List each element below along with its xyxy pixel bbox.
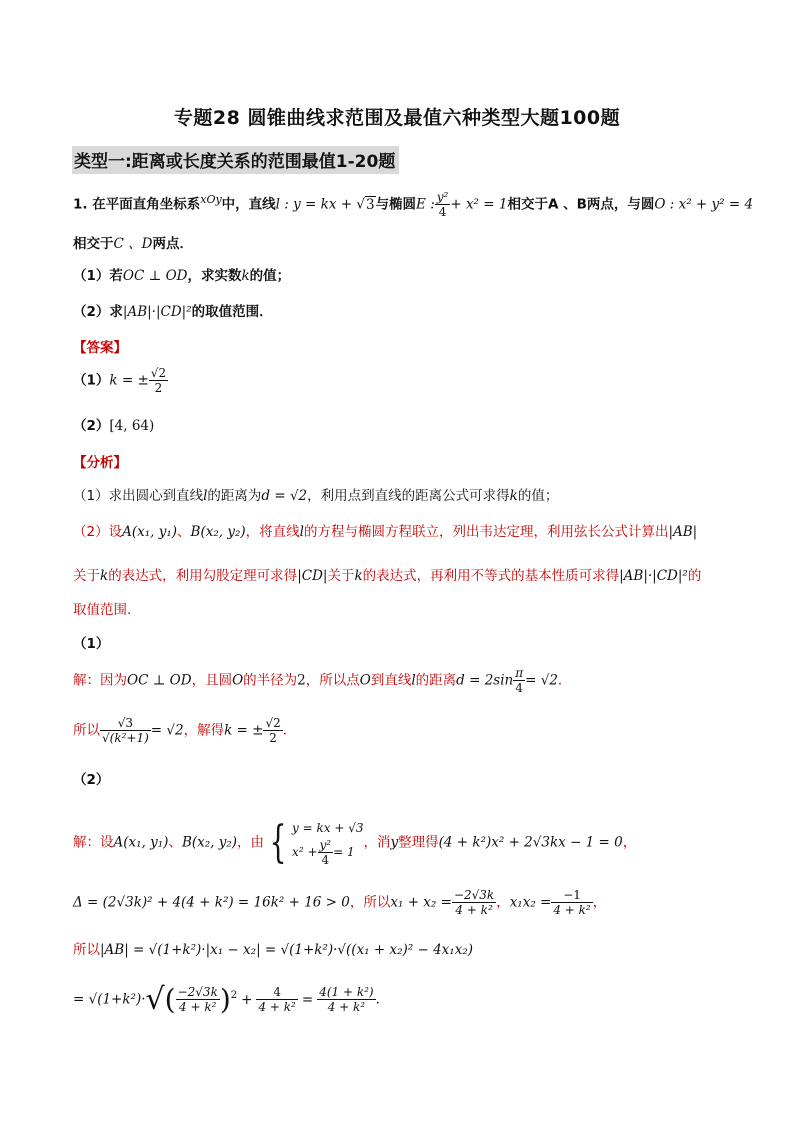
fraction: $\frac{\pi}{4}$ (515, 666, 524, 695)
solution-line-4: Δ = (2√3k)² + 4(4 + k²) = 16k² + 16 > 0，所以x₁ + x₂ = $\frac{-2√3k}{\text{4 + k²}}$ ，x₁x₂ = $\frac{-1}{\text{4 + k²}}$ ， (73, 888, 607, 917)
brace: { (269, 816, 287, 868)
problem-line-2: 相交于C 、D两点． (73, 236, 193, 252)
solution-line-1: 解：因为OC ⊥ OD，且圆O的半径为2，所以点O到直线l的距离d = 2sin $\frac{\pi}{4}$ = √2． (73, 666, 572, 695)
answer-tag: 【答案】 (73, 340, 127, 356)
fraction: $\frac{\text{4(1 + k²)}}{\text{4 + k²}}$ (319, 985, 374, 1014)
analysis-tag: 【分析】 (73, 455, 127, 471)
paren-right: ) (219, 983, 231, 1016)
analysis-line-2: （2）设A(x₁, y₁)、B(x₂, y₂)，将直线l的方程与椭圆方程联立，列出韦达定理，利用弦长公式计算出|AB| (73, 524, 698, 540)
analysis-line-4: 取值范围. (73, 602, 132, 618)
analysis-line-1: （1）求出圆心到直线l的距离为d = √2，利用点到直线的距离公式可求得k的值； (73, 488, 559, 504)
fraction: $\frac{\text{y²}}{4}$ (436, 190, 449, 219)
fraction: $\frac{√3}{\text{√(k²+1)}}$ (102, 716, 149, 745)
fraction: $\frac{\text{y²}}{4}$ (319, 838, 332, 867)
question-1: （1）若OC ⊥ OD，求实数k的值； (73, 268, 291, 284)
fraction: $\frac{-2√3k}{\text{4 + k²}}$ (453, 888, 495, 917)
fraction: $\frac{√2}{2}$ (150, 366, 167, 395)
answer-1: （1）k = ± $\frac{√2}{2}$ (73, 366, 167, 395)
sqrt: √3 (356, 196, 375, 213)
question-2: （2）求|AB|·|CD|²的取值范围． (73, 304, 273, 320)
exponent: 2 (230, 990, 238, 1001)
sqrt-symbol: √ (145, 982, 165, 1017)
fraction: $\frac{4}{\text{4 + k²}}$ (258, 985, 296, 1014)
page-title: 专题28 圆锥曲线求范围及最值六种类型大题100题 (173, 107, 621, 129)
solution-part-2-label: （2） (73, 772, 110, 788)
solution-line-2: 所以 $\frac{√3}{\text{√(k²+1)}}$ = √2，解得k = ± $\frac{√2}{2}$ ． (73, 716, 297, 745)
fraction: $\frac{-2√3k}{\text{4 + k²}}$ (177, 985, 218, 1014)
solution-line-6: = √(1+k²)·√( $\frac{-2√3k}{\text{4 + k²}}$ )$^2$ + $\frac{4}{\text{4 + k²}}$ = $\frac{\text{4(1 + k²)}}{\text{4 + k²}}$ ． (73, 982, 390, 1017)
fraction: $\frac{-1}{\text{4 + k²}}$ (553, 888, 591, 917)
solution-line-3: 解：设A(x₁, y₁)、B(x₂, y₂)，由 { y = kx + √3 x² + $\frac{\text{y²}}{4}$ = 1 ，消y整理得(4 + k²)x² + 2√3kx − 1 = 0， (73, 816, 637, 868)
section-heading: 类型一:距离或长度关系的范围最值1-20题 (72, 146, 399, 174)
equation-system: y = kx + √3 x² + $\frac{\text{y²}}{4}$ = 1 (292, 821, 364, 867)
solution-part-1-label: （1） (73, 636, 110, 652)
answer-2: （2）[4, 64) (73, 418, 155, 434)
analysis-line-3: 关于k的表达式，利用勾股定理可求得|CD|关于k的表达式，再利用不等式的基本性质可求得|AB|·|CD|²的 (73, 568, 702, 584)
paren-left: ( (164, 983, 176, 1016)
solution-line-5: 所以|AB| = √(1+k²)·|x₁ − x₂| = √(1+k²)·√((x₁ + x₂)² − 4x₁x₂) (73, 942, 473, 958)
fraction: $\frac{√2}{2}$ (265, 716, 281, 745)
problem-line-1: 1. 在平面直角坐标系$^{xOy}$中，直线l : y = kx + √3与椭圆E : $\frac{\text{y²}}{4}$ + x² = 1相交于A 、B两点，与圆O : x² + y² = 4 (73, 190, 754, 219)
